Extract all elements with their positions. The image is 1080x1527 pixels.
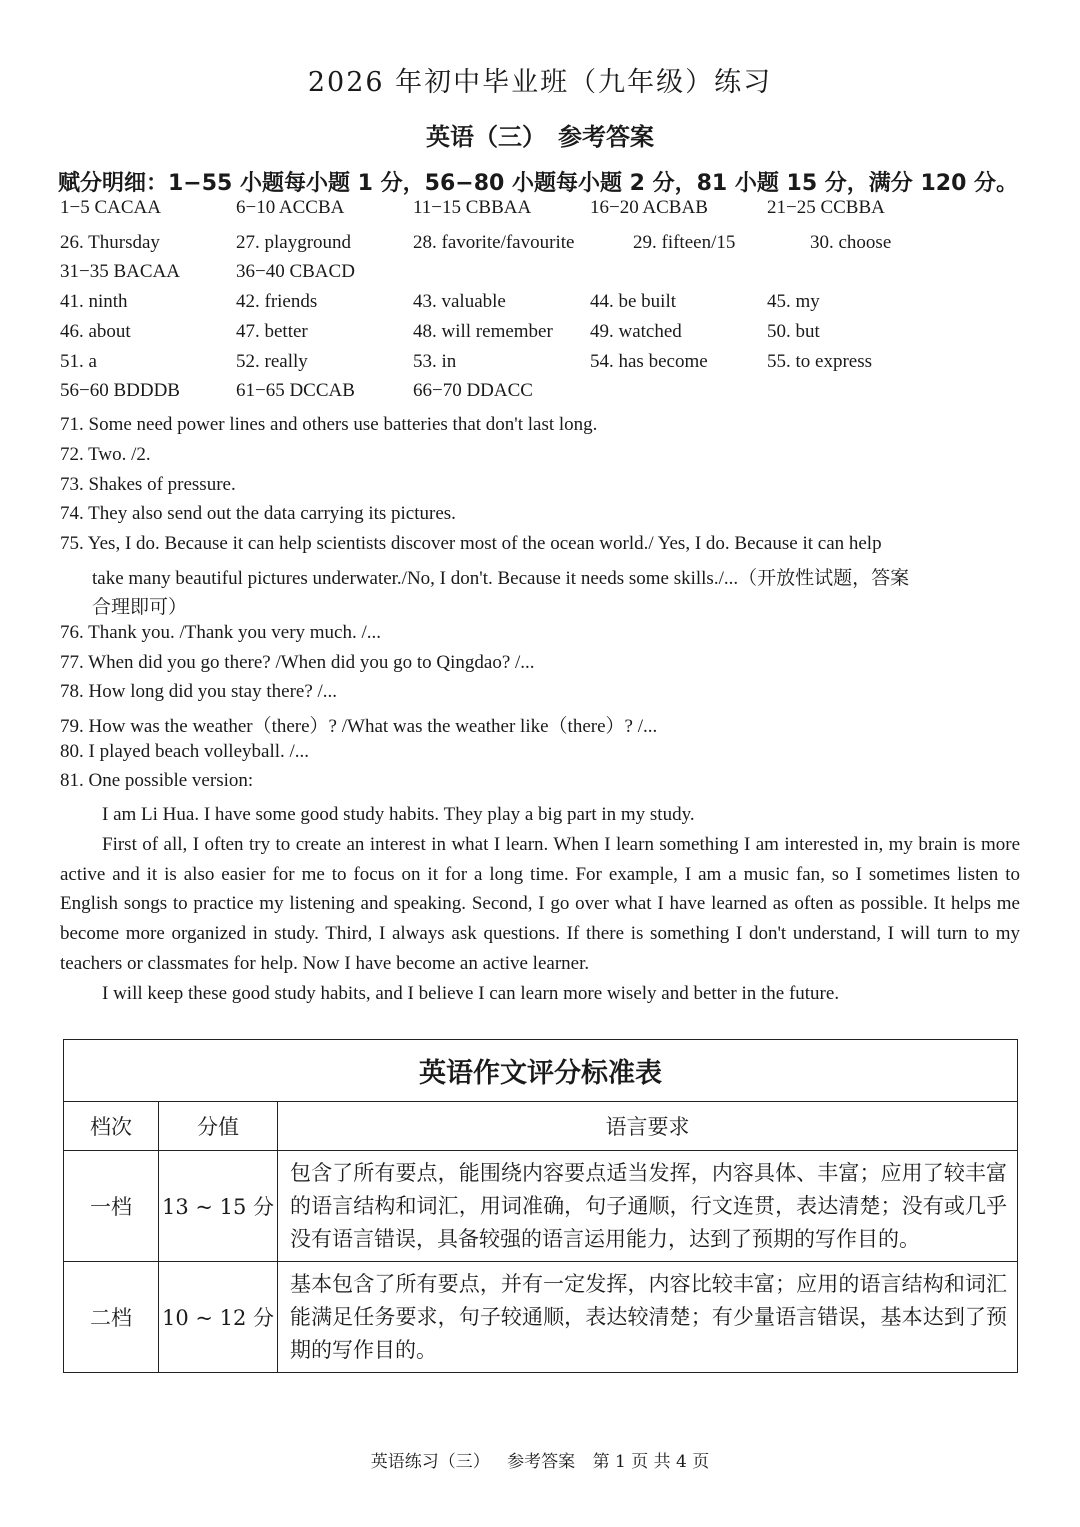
footer-title: 英语练习（三） [370,1452,490,1472]
essay-paragraph: First of all, I often try to create an interest in what I learn. When I learn something I am interested in, my brain is more active and it is also easier for me to focus on it for a long time. For example, I am a music fan, so I sometimes listen to English songs to practice my listening and speaking. Second, I go over what I have learned as often as possible. It helps me become more organized in study. Third, I always ask questions. If there is something I don't understand, I will turn to my teachers or classmates for help. Now I have become an active learner. [60,833,1020,974]
answer: 36−40 CBACD [236,261,355,282]
header-score: 分值 [159,1102,278,1151]
table-row [64,1262,1018,1373]
answer-item: 76. Thank you. /Thank you very much. /... [60,622,382,643]
answer: 49. watched [590,321,682,342]
answer: 28. favorite/favourite [413,232,575,253]
rubric-table [63,1039,1018,1373]
requirement-cell: 基本包含了所有要点，并有一定发挥，内容比较丰富；应用的语言结构和词汇能满足任务要求，句子较通顺，表达较清楚；有少量语言错误，基本达到了预期的写作目的。 [278,1262,1018,1373]
answer: 43. valuable [413,291,506,312]
answer: 45. my [767,291,820,312]
answer-row [60,321,1040,347]
answer-item: 71. Some need power lines and others use batteries that don't last long. [60,414,598,435]
answer-item: 81. One possible version: [60,770,254,791]
page-subtitle: 英语（三） 参考答案 [426,123,654,151]
page-number: 第 1 页 共 4 页 [592,1452,710,1472]
answer: 44. be built [590,291,677,312]
answer: 47. better [236,321,308,342]
answer-row [60,261,1040,287]
answer: 41. ninth [60,291,128,312]
answer-item: 78. How long did you stay there? /... [60,681,338,702]
answer-item: 73. Shakes of pressure. [60,474,236,495]
essay-paragraph: I am Li Hua. I have some good study habits. They play a big part in my study. [102,804,695,825]
answer: 1−5 CACAA [60,197,161,218]
scoring-details: 赋分明细：1−55 小题每小题 1 分，56−80 小题每小题 2 分，81 小题 15 分，满分 120 分。 [58,171,1019,196]
sample-essay [60,800,1020,1009]
score-cell: 13 ~ 15 分 [159,1151,278,1262]
answer: 31−35 BACAA [60,261,180,282]
page-footer [0,1447,1080,1472]
answer-item: 79. How was the weather（there）? /What was the weather like（there）? /... [60,716,658,737]
answer: 52. really [236,351,308,372]
footer-label: 参考答案 [507,1452,576,1472]
answer: 48. will remember [413,321,553,342]
answer: 16−20 ACBAB [590,197,708,218]
answer: 56−60 BDDDB [60,380,180,401]
answer: 27. playground [236,232,352,253]
score-cell: 10 ~ 12 分 [159,1262,278,1373]
requirement-cell: 包含了所有要点，能围绕内容要点适当发挥，内容具体、丰富；应用了较丰富的语言结构和词汇，用词准确，句子通顺，行文连贯，表达清楚；没有或几乎没有语言错误，具备较强的语言运用能力，达到了预期的写作目的。 [278,1151,1018,1262]
answer: 46. about [60,321,131,342]
answer-item: take many beautiful pictures underwater./No, I don't. Because it needs some skills./...（开放性试题，答案 [92,568,910,589]
answer: 55. to express [767,351,873,372]
level-cell: 一档 [64,1151,159,1262]
answer-row [60,351,1040,377]
essay-paragraph: I will keep these good study habits, and I believe I can learn more wisely and better in the future. [102,982,840,1004]
answer: 6−10 ACCBA [236,197,345,218]
level-cell: 二档 [64,1262,159,1373]
answer: 30. choose [810,232,892,253]
answer: 42. friends [236,291,318,312]
answer: 11−15 CBBAA [413,197,532,218]
answer-item: 74. They also send out the data carrying its pictures. [60,503,456,524]
answer: 51. a [60,351,97,372]
header-level: 档次 [64,1102,159,1151]
page-title: 2026 年初中毕业班（九年级）练习 [307,67,773,98]
answer-row [60,291,1040,317]
answer-item: 77. When did you go there? /When did you go to Qingdao? /... [60,652,535,673]
answer-row [60,197,1040,223]
answer: 66−70 DDACC [413,380,533,401]
header-requirement: 语言要求 [278,1102,1018,1151]
answer: 26. Thursday [60,232,160,253]
answer-item: 75. Yes, I do. Because it can help scientists discover most of the ocean world./ Yes, I do. Because it can help [60,533,882,554]
answer-row [60,232,1040,258]
answer-item: 80. I played beach volleyball. /... [60,741,310,762]
table-row [64,1151,1018,1262]
answer: 21−25 CCBBA [767,197,885,218]
rubric-title: 英语作文评分标准表 [64,1040,1018,1102]
answer: 53. in [413,351,457,372]
answer: 61−65 DCCAB [236,380,355,401]
answer-item: 合理即可） [92,597,188,618]
answer: 29. fifteen/15 [633,232,736,253]
answer: 50. but [767,321,820,342]
answer-row [60,380,1040,406]
answer-item: 72. Two. /2. [60,444,151,465]
answer: 54. has become [590,351,708,372]
